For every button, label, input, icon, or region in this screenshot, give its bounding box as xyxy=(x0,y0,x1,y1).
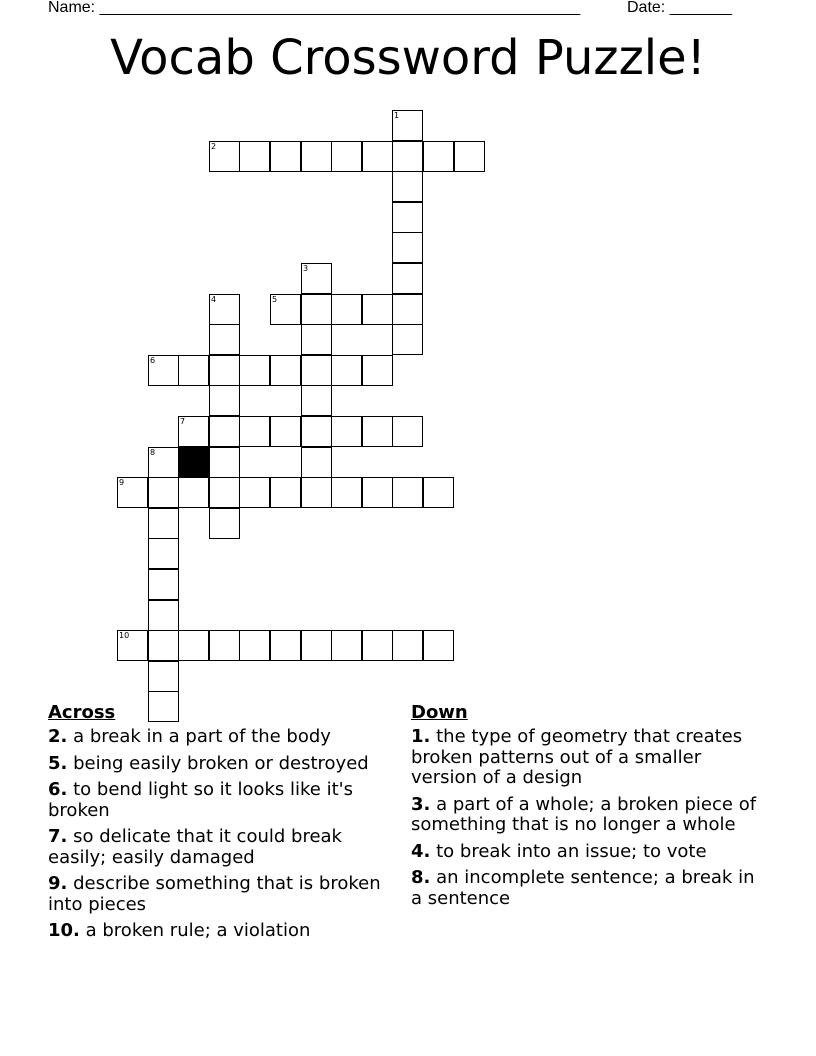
clue-across-7 xyxy=(48,827,393,868)
clue-number-label: 6 xyxy=(150,356,156,365)
crossword-cell[interactable] xyxy=(270,630,301,661)
crossword-cell[interactable] xyxy=(178,416,209,447)
crossword-cell[interactable] xyxy=(117,477,148,508)
crossword-cell[interactable] xyxy=(178,630,209,661)
crossword-cell[interactable] xyxy=(148,630,179,661)
clue-down-3 xyxy=(411,795,766,836)
clue-number-label: 9 xyxy=(119,478,125,487)
crossword-cell[interactable] xyxy=(331,630,362,661)
crossword-cell[interactable] xyxy=(392,294,423,325)
clue-number-label: 8 xyxy=(150,448,156,457)
clue-text: describe something that is broken into pieces xyxy=(48,873,381,915)
clue-down-4 xyxy=(411,842,766,863)
clue-number: 3. xyxy=(411,793,431,815)
clue-number-label: 1 xyxy=(394,111,400,120)
crossword-cell[interactable] xyxy=(239,477,270,508)
clue-text: an incomplete sentence; a break in a sentence xyxy=(411,867,755,909)
crossword-cell[interactable] xyxy=(239,416,270,447)
crossword-cell[interactable] xyxy=(423,477,454,508)
crossword-cell[interactable] xyxy=(454,141,485,172)
crossword-cell[interactable] xyxy=(392,202,423,233)
crossword-cell[interactable] xyxy=(301,355,332,386)
crossword-cell[interactable] xyxy=(209,508,240,539)
crossword-cell[interactable] xyxy=(148,508,179,539)
clue-number: 4. xyxy=(411,840,431,862)
crossword-cell[interactable] xyxy=(392,141,423,172)
crossword-cell[interactable] xyxy=(209,294,240,325)
clue-number-label: 2 xyxy=(211,142,217,151)
name-field-label: Name: ______________________________________________________ xyxy=(48,0,581,16)
crossword-cell[interactable] xyxy=(209,355,240,386)
crossword-cell[interactable] xyxy=(362,355,393,386)
clue-number-label: 7 xyxy=(180,417,186,426)
clue-text: being easily broken or destroyed xyxy=(73,752,369,774)
crossword-cell[interactable] xyxy=(362,416,393,447)
clue-number: 6. xyxy=(48,779,68,800)
crossword-cell[interactable] xyxy=(392,477,423,508)
crossword-cell[interactable] xyxy=(270,355,301,386)
crossword-cell[interactable] xyxy=(148,600,179,631)
blocked-square xyxy=(178,447,209,478)
crossword-cell[interactable] xyxy=(117,630,148,661)
date-field-label: Date: _______ xyxy=(627,0,732,16)
crossword-cell[interactable] xyxy=(423,141,454,172)
clue-text: so delicate that it could break easily; easily damaged xyxy=(48,826,342,868)
clue-down-1 xyxy=(411,727,766,789)
crossword-cell[interactable] xyxy=(392,263,423,294)
crossword-cell[interactable] xyxy=(301,141,332,172)
clue-text: a part of a whole; a broken piece of something that is no longer a whole xyxy=(411,793,757,835)
crossword-cell[interactable] xyxy=(148,661,179,692)
crossword-cell[interactable] xyxy=(270,416,301,447)
clue-number-label: 10 xyxy=(119,631,130,640)
crossword-cell[interactable] xyxy=(331,477,362,508)
crossword-cell[interactable] xyxy=(148,355,179,386)
clue-text: to break into an issue; to vote xyxy=(436,840,707,862)
crossword-cell[interactable] xyxy=(270,477,301,508)
crossword-cell[interactable] xyxy=(148,447,179,478)
crossword-cell[interactable] xyxy=(331,416,362,447)
crossword-cell[interactable] xyxy=(301,416,332,447)
crossword-cell[interactable] xyxy=(178,355,209,386)
crossword-cell[interactable] xyxy=(423,630,454,661)
crossword-cell[interactable] xyxy=(209,416,240,447)
clue-number: 2. xyxy=(48,726,68,747)
clue-number: 9. xyxy=(48,873,68,894)
clue-text: to bend light so it looks like it's broken xyxy=(48,779,353,821)
clue-across-10 xyxy=(48,921,393,942)
crossword-cell[interactable] xyxy=(209,385,240,416)
crossword-cell[interactable] xyxy=(392,324,423,355)
crossword-cell[interactable] xyxy=(301,294,332,325)
clue-number-label: 5 xyxy=(272,295,278,304)
clue-text: a break in a part of the body xyxy=(73,726,331,747)
crossword-cell[interactable] xyxy=(331,141,362,172)
crossword-cell[interactable] xyxy=(392,171,423,202)
page-title: Vocab Crossword Puzzle! xyxy=(110,30,706,86)
clue-number: 10. xyxy=(48,920,80,941)
crossword-cell[interactable] xyxy=(270,294,301,325)
clue-text: a broken rule; a violation xyxy=(85,920,311,941)
crossword-cell[interactable] xyxy=(301,263,332,294)
crossword-cell[interactable] xyxy=(209,477,240,508)
clue-down-8 xyxy=(411,868,766,909)
crossword-cell[interactable] xyxy=(392,110,423,141)
crossword-cell[interactable] xyxy=(301,447,332,478)
crossword-cell[interactable] xyxy=(301,324,332,355)
crossword-cell[interactable] xyxy=(301,385,332,416)
crossword-cell[interactable] xyxy=(239,141,270,172)
crossword-cell[interactable] xyxy=(301,477,332,508)
crossword-cell[interactable] xyxy=(392,232,423,263)
clue-number: 5. xyxy=(48,752,68,774)
across-heading: Across xyxy=(48,702,116,723)
clue-number: 8. xyxy=(411,867,431,888)
clue-across-5 xyxy=(48,754,393,775)
crossword-cell[interactable] xyxy=(392,630,423,661)
crossword-cell[interactable] xyxy=(362,294,393,325)
crossword-cell[interactable] xyxy=(270,141,301,172)
crossword-cell[interactable] xyxy=(239,630,270,661)
crossword-cell[interactable] xyxy=(362,630,393,661)
clue-text: the type of geometry that creates broken patterns out of a smaller version of a design xyxy=(411,726,743,788)
clue-across-9 xyxy=(48,874,393,915)
crossword-cell[interactable] xyxy=(148,569,179,600)
crossword-cell[interactable] xyxy=(148,477,179,508)
crossword-cell[interactable] xyxy=(209,324,240,355)
across-clues xyxy=(48,701,393,948)
crossword-cell[interactable] xyxy=(148,538,179,569)
crossword-cell[interactable] xyxy=(392,416,423,447)
crossword-cell[interactable] xyxy=(331,294,362,325)
crossword-cell[interactable] xyxy=(239,355,270,386)
crossword-cell[interactable] xyxy=(301,630,332,661)
crossword-cell[interactable] xyxy=(209,630,240,661)
down-heading: Down xyxy=(411,702,468,723)
crossword-cell[interactable] xyxy=(178,477,209,508)
clue-number: 7. xyxy=(48,826,68,847)
crossword-cell[interactable] xyxy=(209,141,240,172)
crossword-cell[interactable] xyxy=(331,355,362,386)
clue-number: 1. xyxy=(411,726,431,747)
clue-number-label: 4 xyxy=(211,295,217,304)
down-clues xyxy=(411,701,766,915)
crossword-cell[interactable] xyxy=(362,141,393,172)
clue-across-2 xyxy=(48,727,393,748)
clue-number-label: 3 xyxy=(303,264,309,273)
crossword-cell[interactable] xyxy=(209,447,240,478)
clue-across-6 xyxy=(48,780,393,821)
crossword-cell[interactable] xyxy=(362,477,393,508)
